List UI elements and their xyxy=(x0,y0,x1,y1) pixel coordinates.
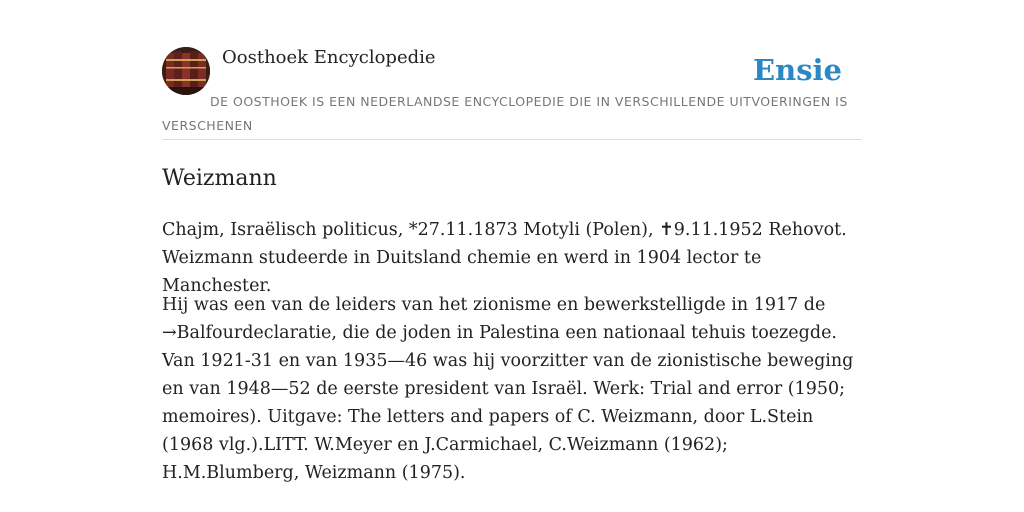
brand-logo[interactable]: Ensie xyxy=(753,53,842,87)
site-header xyxy=(162,46,862,140)
book-spines-icon[interactable] xyxy=(162,47,210,95)
site-tagline: DE OOSTHOEK IS EEN NEDERLANDSE ENCYCLOPEDIE DIE IN VERSCHILLENDE UITVOERINGEN IS VERSCHENEN xyxy=(162,94,848,133)
site-title[interactable]: Oosthoek Encyclopedie xyxy=(222,47,436,68)
article-title: Weizmann xyxy=(162,166,277,191)
article-paragraph: Chajm, Israëlisch politicus, *27.11.1873 Motyli (Polen), ✝9.11.1952 Rehovot. Weizmann studeerde in Duitsland chemie en werd in 1904 lector te Manchester. xyxy=(162,220,847,296)
article-paragraph: Hij was een van de leiders van het zionisme en bewerkstelligde in 1917 de →Balfourdeclaratie, die de joden in Palestina een nationaal tehuis toezegde. Van 1921-31 en van 1935—46 was hij voorzitter van de zionistische beweging en van 1948—52 de eerste president van Israël. Werk: Trial and error (1950; memoires). Uitgave: The letters and papers of C. Weizmann, door L.Stein (1968 vlg.).LITT. W.Meyer en J.Carmichael, C.Weizmann (1962); H.M.Blumberg, Weizmann (1975). xyxy=(162,295,854,483)
